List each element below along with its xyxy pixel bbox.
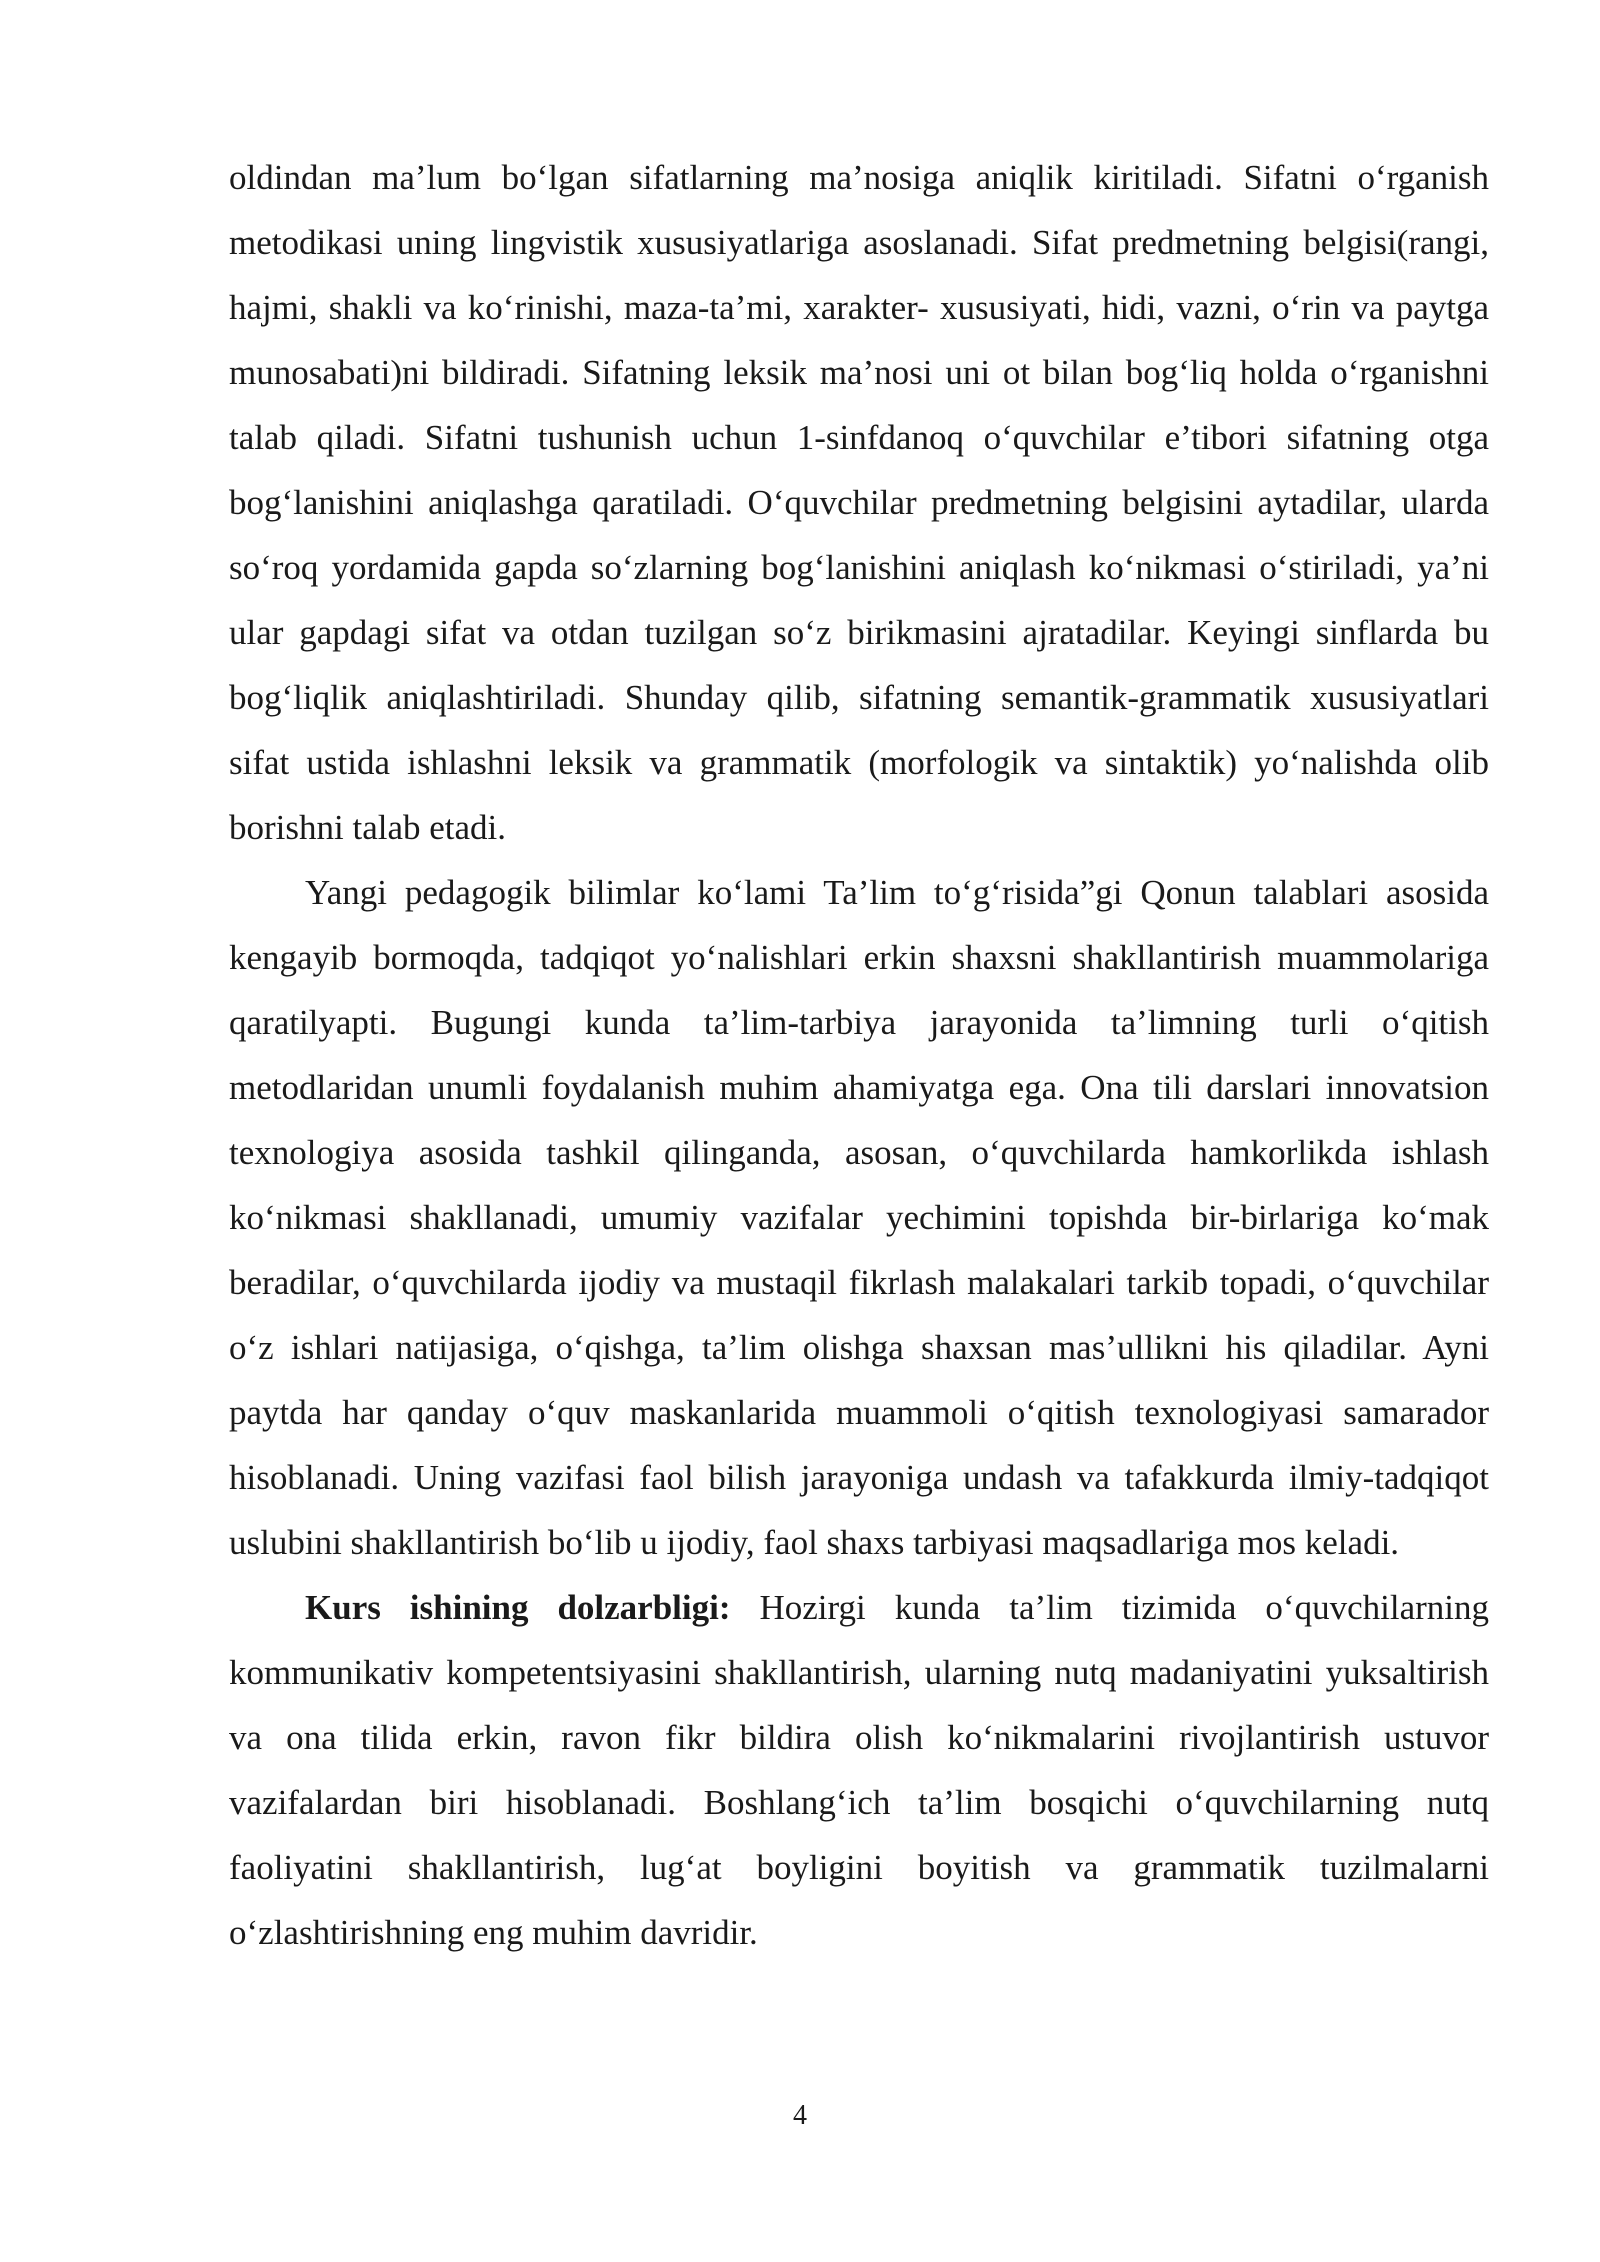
paragraph-2-text: Yangi pedagogik bilimlar ko‘lami Ta’lim to‘g‘risida”gi Qonun talablari asosida kengayib bormoqda, tadqiqot yo‘nalishlari erkin shaxsni shakllantirish muammolariga qaratilyapti. Bugungi kunda ta’lim-tarbiya jarayonida ta’limning turli o‘qitish metodlaridan unumli foydalanish muhim ahamiyatga ega. Ona tili darslari innovatsion texnologiya asosida tashkil qilinganda, asosan, o‘quvchilarda hamkorlikda ishlash ko‘nikmasi shakllanadi, umumiy vazifalar yechimini topishda bir-birlariga ko‘mak beradilar, o‘quvchilarda ijodiy va mustaqil fikrlash malakalari tarkib topadi, o‘quvchilar o‘z ishlari natijasiga, o‘qishga, ta’lim olishga shaxsan mas’ullikni his qiladilar. Ayni paytda har qanday o‘quv maskanlarida muammoli o‘qitish texnologiyasi samarador hisoblanadi. Uning vazifasi faol bilish jarayoniga undash va tafakkurda ilmiy-tadqiqot uslubini shakllantirish bo‘lib u ijodiy, faol shaxs tarbiyasi maqsadlariga mos keladi. (229, 873, 1489, 1562)
page-number: 4 (793, 2100, 807, 2131)
document-page (229, 145, 1489, 1965)
paragraph-1 (229, 145, 1489, 860)
paragraph-2 (229, 860, 1489, 1575)
paragraph-3-text: Hozirgi kunda ta’lim tizimida o‘quvchilarning kommunikativ kompetentsiyasini shakllantirish, ularning nutq madaniyatini yuksaltirish va ona tilida erkin, ravon fikr bildira olish ko‘nikmalarini rivojlantirish ustuvor vazifalardan biri hisoblanadi. Boshlang‘ich ta’lim bosqichi o‘quvchilarning nutq faoliyatini shakllantirish, lug‘at boyligini boyitish va grammatik tuzilmalarni o‘zlashtirishning eng muhim davridir. (229, 1588, 1489, 1952)
paragraph-1-text: oldindan ma’lum bo‘lgan sifatlarning ma’nosiga aniqlik kiritiladi. Sifatni o‘rganish metodikasi uning lingvistik xususiyatlariga asoslanadi. Sifat predmetning belgisi(rangi, hajmi, shakli va ko‘rinishi, maza-ta’mi, xarakter- xususiyati, hidi, vazni, o‘rin va paytga munosabati)ni bildiradi. Sifatning leksik ma’nosi uni ot bilan bog‘liq holda o‘rganishni talab qiladi. Sifatni tushunish uchun 1-sinfdanoq o‘quvchilar e’tibori sifatning otga bog‘lanishini aniqlashga qaratiladi. O‘quvchilar predmetning belgisini aytadilar, ularda so‘roq yordamida gapda so‘zlarning bog‘lanishini aniqlash ko‘nikmasi o‘stiriladi, ya’ni ular gapdagi sifat va otdan tuzilgan so‘z birikmasini ajratadilar. Keyingi sinflarda bu bog‘liqlik aniqlashtiriladi. Shunday qilib, sifatning semantik-grammatik xususiyatlari sifat ustida ishlashni leksik va grammatik (morfologik va sintaktik) yo‘nalishda olib borishni talab etadi. (229, 158, 1489, 847)
paragraph-3 (229, 1575, 1489, 1965)
paragraph-3-heading: Kurs ishining dolzarbligi: (305, 1588, 731, 1627)
